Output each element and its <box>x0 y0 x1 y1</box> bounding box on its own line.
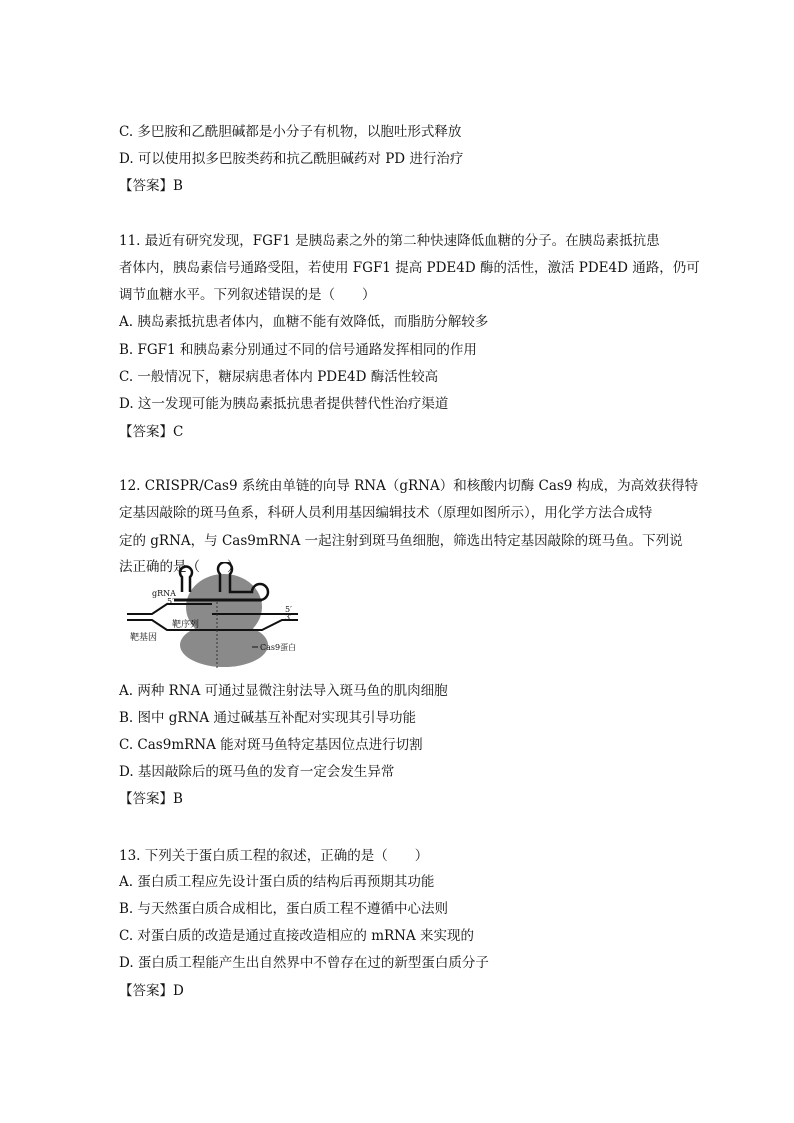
question-13-stem: 13. 下列关于蛋白质工程的叙述，正确的是（ ） <box>119 848 429 864</box>
label-cas9: Cas9蛋白 <box>260 643 297 652</box>
question-11-stem: 11. 最近有研究发现，FGF1 是胰岛素之外的第二种快速降低血糖的分子。在胰岛素抵抗患 <box>119 233 660 249</box>
question-12-stem: 定基因敲除的斑马鱼系，科研人员利用基因编辑技术（原理如图所示），用化学方法合成特 <box>119 505 653 521</box>
answer: 【答案】B <box>119 791 183 807</box>
question-12-stem: 12. CRISPR/Cas9 系统由单链的向导 RNA（gRNA）和核酸内切酶 Cas9 构成，为高效获得特 <box>119 478 699 494</box>
crispr-cas9-diagram <box>122 562 298 670</box>
label-5prime-right: 5′ <box>285 605 292 614</box>
option-c: C. 一般情况下，糖尿病患者体内 PDE4D 酶活性较高 <box>119 369 439 385</box>
label-3prime: 3′ <box>285 613 292 622</box>
answer: 【答案】D <box>119 983 184 999</box>
answer: 【答案】B <box>119 178 183 194</box>
option-b: B. FGF1 和胰岛素分别通过不同的信号通路发挥相同的作用 <box>119 342 477 358</box>
option-a: A. 胰岛素抵抗患者体内，血糖不能有效降低，而脂肪分解较多 <box>119 314 489 330</box>
question-12-stem: 法正确的是（ ） <box>119 559 241 575</box>
option-c: C. Cas9mRNA 能对斑马鱼特定基因位点进行切割 <box>119 737 423 753</box>
question-11-stem: 者体内，胰岛素信号通路受阻，若使用 FGF1 提高 PDE4D 酶的活性，激活 PDE4D 通路，仍可 <box>119 260 700 276</box>
option-d: D. 这一发现可能为胰岛素抵抗患者提供替代性治疗渠道 <box>119 396 449 412</box>
label-grna: gRNA <box>152 589 176 598</box>
answer: 【答案】C <box>119 424 184 440</box>
option-a: A. 两种 RNA 可通过显微注射法导入斑马鱼的肌肉细胞 <box>119 683 448 699</box>
label-target-sequence: 靶序列 <box>172 620 200 630</box>
option-c: C. 对蛋白质的改造是通过直接改造相应的 mRNA 来实现的 <box>119 928 475 944</box>
option-b: B. 与天然蛋白质合成相比，蛋白质工程不遵循中心法则 <box>119 901 449 917</box>
label-5prime: 5′ <box>167 597 174 606</box>
option-c: C. 多巴胺和乙酰胆碱都是小分子有机物，以胞吐形式释放 <box>119 124 462 140</box>
option-b: B. 图中 gRNA 通过碱基互补配对实现其引导功能 <box>119 710 416 726</box>
question-12-stem: 定的 gRNA，与 Cas9mRNA 一起注射到斑马鱼细胞，筛选出特定基因敲除的斑马鱼。下列说 <box>119 533 683 549</box>
option-d: D. 蛋白质工程能产生出自然界中不曾存在过的新型蛋白质分子 <box>119 955 489 971</box>
label-target-gene: 靶基因 <box>130 633 158 643</box>
option-d: D. 可以使用拟多巴胺类药和抗乙酰胆碱药对 PD 进行治疗 <box>119 151 464 167</box>
question-11-stem: 调节血糖水平。下列叙述错误的是（ ） <box>119 287 376 303</box>
option-d: D. 基因敲除后的斑马鱼的发育一定会发生异常 <box>119 764 395 780</box>
option-a: A. 蛋白质工程应先设计蛋白质的结构后再预期其功能 <box>119 874 435 890</box>
